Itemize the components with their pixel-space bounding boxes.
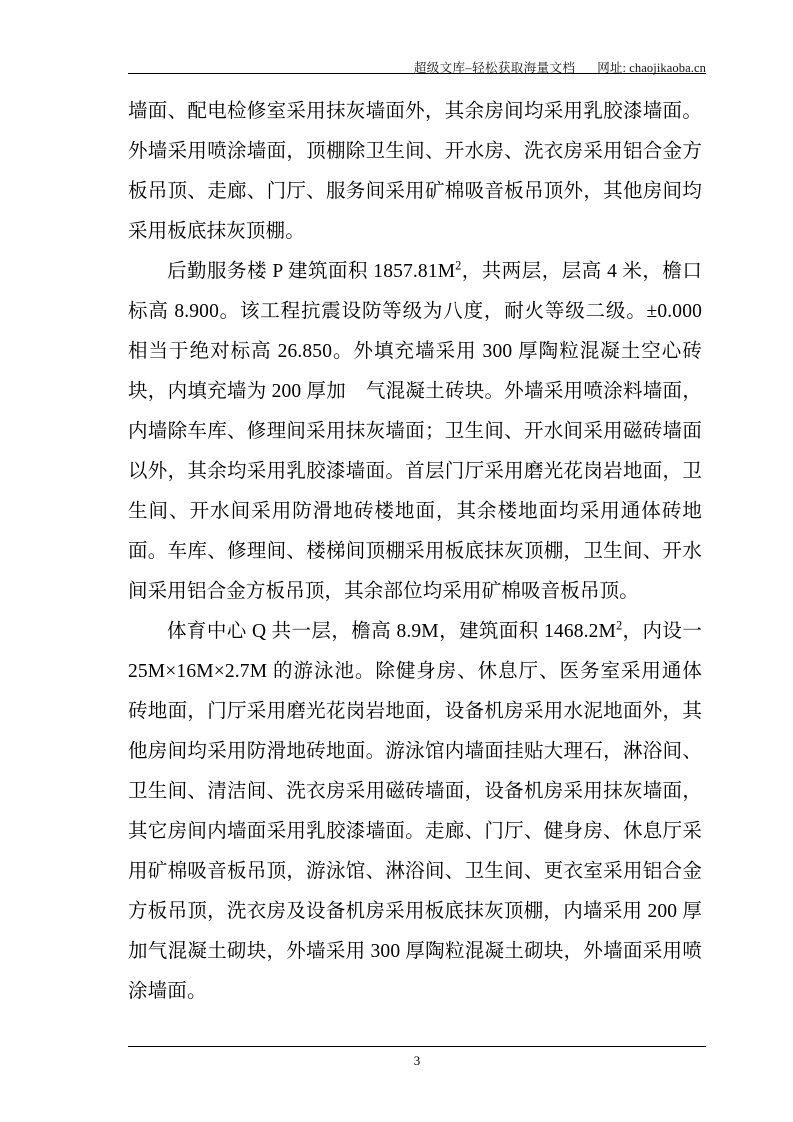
page-header xyxy=(128,48,706,74)
paragraph-2-text-rest: ，共两层，层高 4 米，檐口标高 8.900。该工程抗震设防等级为八度，耐火等级二级。±0.000 相当于绝对标高 26.850。外填充墙采用 300 厚陶粒混凝土空心砖块，内填充墙为 200 厚加 气混凝土砖块。外墙采用喷涂料墙面，内墙除车库、修理间采用抹灰墙面；卫生间、开水间采用磁砖墙面以外，其余均采用乳胶漆墙面。首层门厅采用磨光花岗岩地面，卫生间、开水间采用防滑地砖楼地面，其余楼地面均采用通体砖地面。车库、修理间、楼梯间顶棚采用板底抹灰顶棚，卫生间、开水间采用铝合金方板吊顶，其余部位均采用矿棉吸音板吊顶。 xyxy=(128,261,702,602)
paragraph-2-text-lead: 后勤服务楼 P 建筑面积 1857.81M xyxy=(167,261,456,282)
paragraph-3-superscript: 2 xyxy=(616,618,623,633)
header-divider xyxy=(128,73,706,74)
paragraph-3-text-rest: ，内设一 25M×16M×2.7M 的游泳池。除健身房、休息厅、医务室采用通体砖地面，门厅采用磨光花岗岩地面，设备机房采用水泥地面外，其他房间均采用防滑地砖地面。游泳馆内墙面挂贴大理石，淋浴间、卫生间、清洁间、洗衣房采用磁砖墙面，设备机房采用抹灰墙面，其它房间内墙面采用乳胶漆墙面。走廊、门厅、健身房、休息厅采用矿棉吸音板吊顶，游泳馆、淋浴间、卫生间、更衣室采用铝合金方板吊顶，洗衣房及设备机房采用板底抹灰顶棚，内墙采用 200 厚加气混凝土砌块，外墙采用 300 厚陶粒混凝土砌块，外墙面采用喷涂墙面。 xyxy=(128,621,702,1002)
paragraph-logistics-building-p xyxy=(128,252,702,612)
header-title: 超级文库–轻松获取海量文档 xyxy=(413,60,576,75)
paragraph-2-superscript: 2 xyxy=(455,258,462,273)
paragraph-continued: 墙面、配电检修室采用抹灰墙面外，其余房间均采用乳胶漆墙面。外墙采用喷涂墙面，顶棚除卫生间、开水房、洗衣房采用铝合金方板吊顶、走廊、门厅、服务间采用矿棉吸音板吊顶外，其他房间均采用板底抹灰顶棚。 xyxy=(128,101,702,242)
page-number: 3 xyxy=(413,1053,421,1068)
header-site-url: 网址: chaojikaoba.cn xyxy=(597,60,706,75)
paragraph-3-text-lead: 体育中心 Q 共一层，檐高 8.9M，建筑面积 1468.2M xyxy=(167,621,617,642)
footer-divider xyxy=(128,1046,706,1047)
paragraph-sports-center-q xyxy=(128,612,702,1012)
document-body xyxy=(128,92,702,1012)
